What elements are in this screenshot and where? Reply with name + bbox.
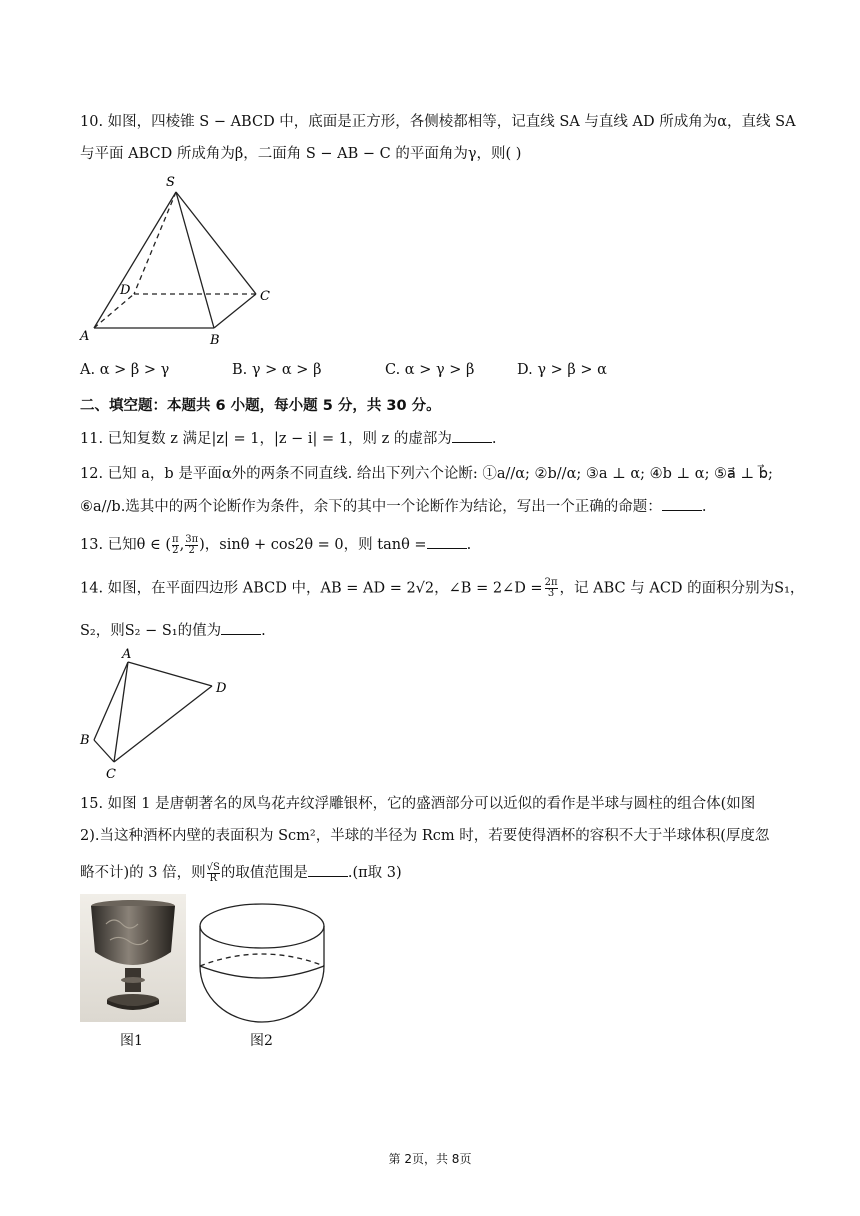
- figure-2-caption: 图2: [250, 1033, 273, 1049]
- cylinder-hemisphere-figure: [196, 900, 328, 1030]
- q14-line1: 14. 如图，在平面四边形 ABCD 中，AB = AD = 2√2，∠B = 2∠D = $\frac{2\pi}{3}$ ，记 ABC 与 ACD 的面积分别为S₁，: [80, 577, 805, 599]
- q10-line1: 10. 如图，四棱锥 S − ABCD 中，底面是正方形，各侧棱都相等，记直线 SA 与直线 AD 所成角为α，直线 SA: [80, 114, 796, 130]
- q11: 11. 已知复数 z 满足|z| = 1，|z − i| = 1，则 z 的虚部为 .: [80, 428, 497, 449]
- section-2-heading: 二、填空题：本题共 6 小题，每小题 5 分，共 30 分。: [80, 398, 441, 414]
- q10-option-a: A. α > β > γ: [80, 362, 170, 378]
- page-footer: 第 2页，共 8页: [388, 1152, 472, 1166]
- q10-option-b: B. γ > α > β: [232, 362, 322, 378]
- q13: 13. 已知θ ∈ ( $\frac{\pi}{2}$ , $\frac{3\pi}{2}$ )，sinθ + cos2θ = 0，则 tanθ = .: [80, 533, 472, 556]
- q15-line2: 2).当这种酒杯内壁的表面积为 Scm²，半球的半径为 Rcm 时，若要使得酒杯的容积不大于半球体积(厚度忽: [80, 828, 770, 844]
- label-A: A: [122, 647, 132, 662]
- label-B: B: [80, 733, 90, 748]
- pyramid-figure: [76, 172, 276, 352]
- label-D: D: [120, 283, 131, 298]
- q15-line3: 略不计)的 3 倍，则 $\frac{√S}{R}$ 的取值范围是 .(π取 3): [80, 861, 402, 884]
- label-D: D: [216, 681, 227, 696]
- q10-option-d: D. γ > β > α: [517, 362, 607, 378]
- q14-line2: S₂，则S₂ − S₁的值为 .: [80, 620, 266, 641]
- label-S: S: [166, 175, 175, 190]
- q15-line1: 15. 如图 1 是唐朝著名的凤鸟花卉纹浮雕银杯，它的盛酒部分可以近似的看作是半球与圆柱的组合体(如图: [80, 796, 756, 812]
- q12-line1: 12. 已知 a，b 是平面α外的两条不同直线. 给出下列六个论断: ①a//α; ②b//α; ③a ⊥ α; ④b ⊥ α; ⑤a⃗ ⊥ b⃗;: [80, 466, 773, 482]
- label-C: C: [106, 767, 116, 782]
- figure-1-caption: 图1: [120, 1033, 143, 1049]
- q10-line2: 与平面 ABCD 所成角为β，二面角 S − AB − C 的平面角为γ，则( ): [80, 146, 522, 162]
- label-A: A: [80, 329, 90, 344]
- q11-blank: [452, 428, 492, 443]
- silver-cup-photo: [80, 894, 186, 1022]
- q15-blank: [308, 862, 348, 877]
- q14-blank: [221, 620, 261, 635]
- q12-blank: [662, 496, 702, 511]
- label-B: B: [210, 333, 220, 348]
- q13-blank: [427, 534, 467, 549]
- q10-option-c: C. α > γ > β: [385, 362, 475, 378]
- quadrilateral-figure: [76, 644, 246, 784]
- label-C: C: [260, 289, 270, 304]
- q12-line2: ⑥a//b.选其中的两个论断作为条件，余下的其中一个论断作为结论，写出一个正确的命题： .: [80, 496, 706, 517]
